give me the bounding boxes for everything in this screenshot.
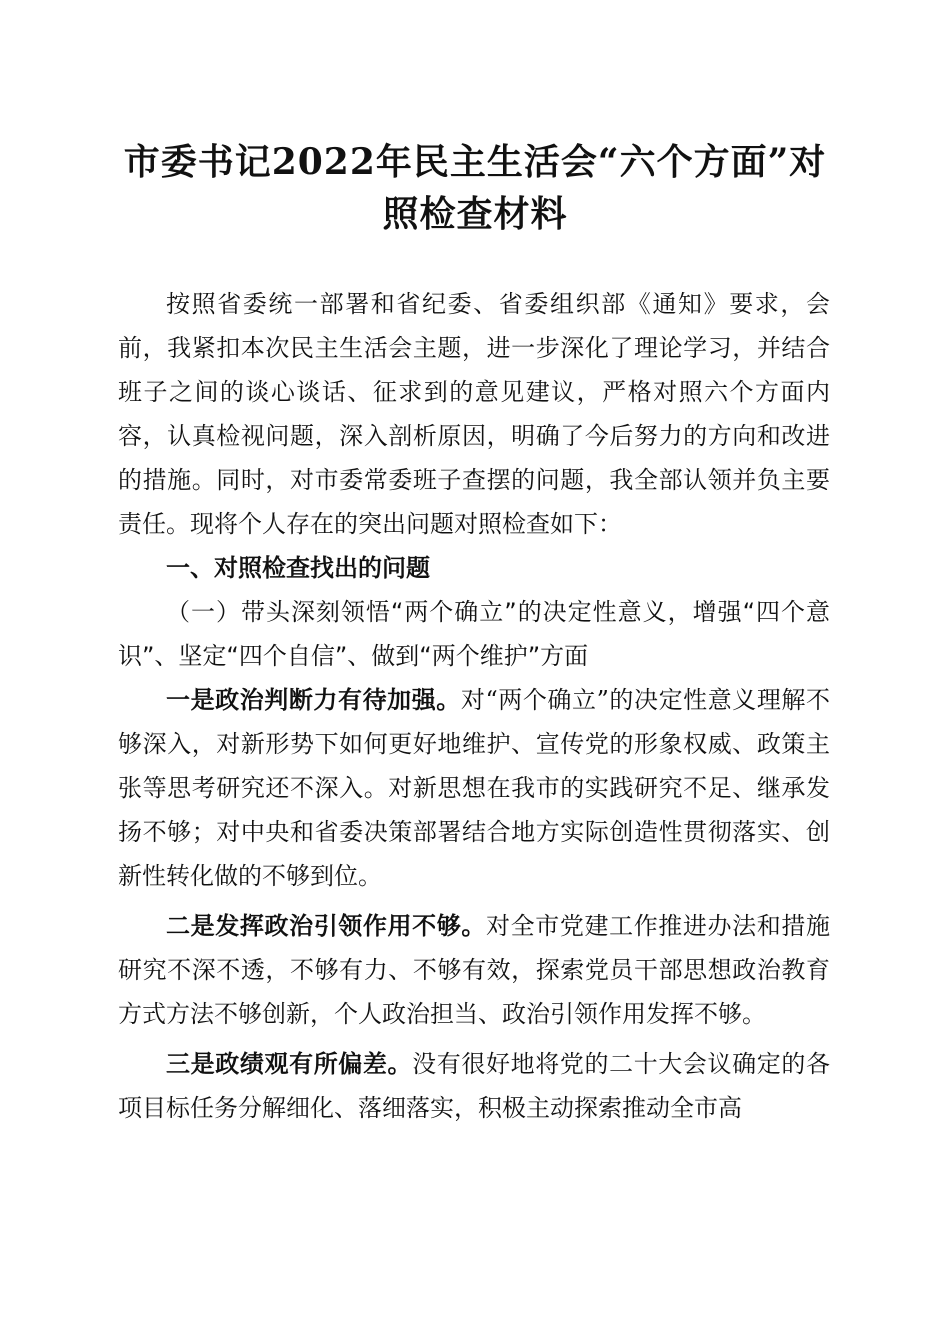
document-body [118, 282, 830, 1130]
item-text: 对“两个确立”的决定性意义理解不够深入，对新形势下如何更好地维护、宣传党的形象权威、政策主张等思考研究还不深入。对新思想在我市的实践研究不足、继承发扬不够；对中央和省委决策部署结合地方实际创造性贯彻落实、创新性转化做的不够到位。 [118, 686, 830, 890]
document-title: 市委书记2022年民主生活会“六个方面”对照检查材料 [123, 141, 827, 235]
item-text: 没有很好地将党的二十大会议确定的各项目标任务分解细化、落细落实，积极主动探索推动全市高 [118, 1050, 831, 1122]
section-heading: 一、对照检查找出的问题 [166, 554, 430, 582]
item-lead: 三是政绩观有所偏差。 [166, 1049, 413, 1078]
item-lead: 一是政治判断力有待加强。 [166, 685, 461, 714]
item-paragraph [118, 678, 830, 898]
item-text: 对全市党建工作推进办法和措施研究不深不透，不够有力、不够有效，探索党员干部思想政治教育方式方法不够创新，个人政治担当、政治引领作用发挥不够。 [118, 912, 830, 1028]
intro-paragraph: 按照省委统一部署和省纪委、省委组织部《通知》要求，会前，我紧扣本次民主生活会主题，进一步深化了理论学习，并结合班子之间的谈心谈话、征求到的意见建议，严格对照六个方面内容，认真检视问题，深入剖析原因，明确了今后努力的方向和改进的措施。同时，对市委常委班子查摆的问题，我全部认领并负主要责任。现将个人存在的突出问题对照检查如下： [118, 290, 830, 538]
subsection-heading: （一）带头深刻领悟“两个确立”的决定性意义，增强“四个意识”、坚定“四个自信”、做到“两个维护”方面 [118, 598, 830, 670]
item-paragraph [118, 904, 830, 1036]
item-lead: 二是发挥政治引领作用不够。 [166, 911, 486, 940]
item-paragraph [118, 1042, 830, 1130]
